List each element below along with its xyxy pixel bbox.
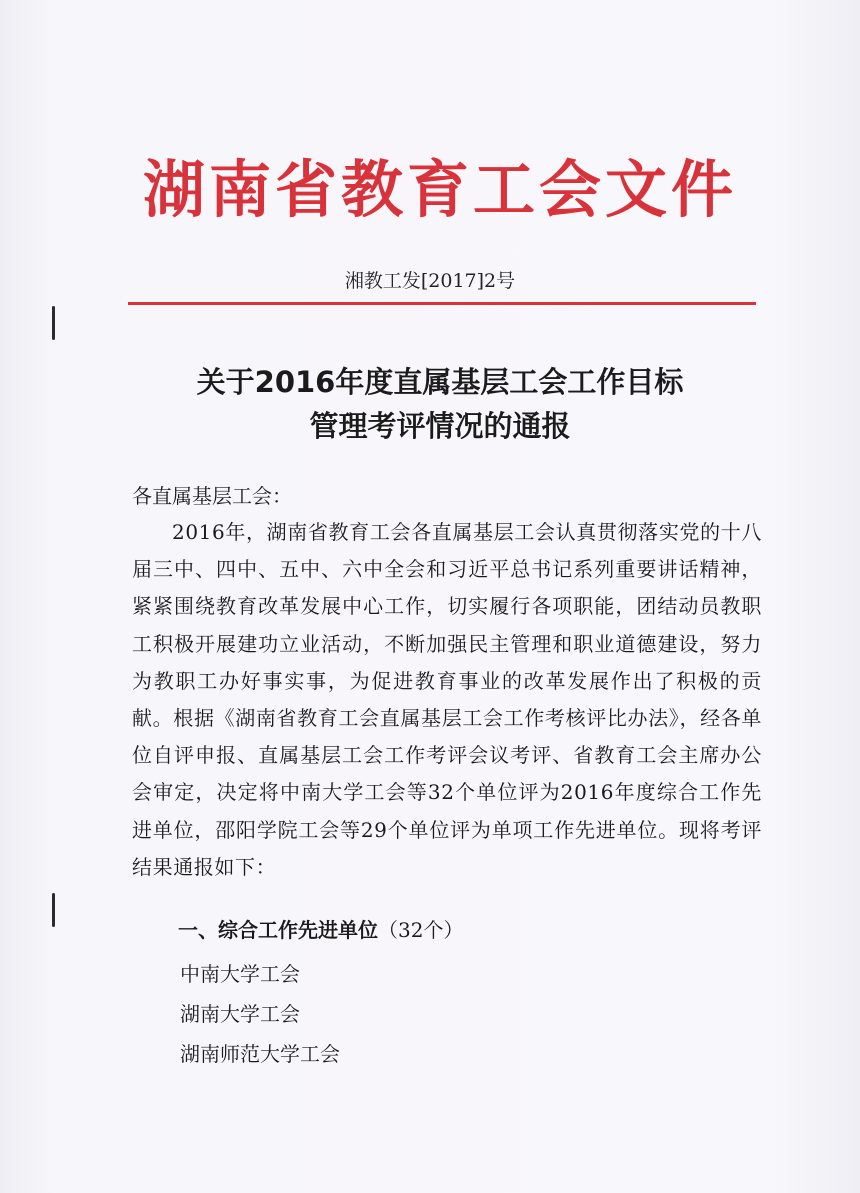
unit-list-item: 湖南师范大学工会 — [180, 1042, 340, 1066]
unit-list-item: 湖南大学工会 — [180, 1002, 300, 1026]
notice-title-line2: 管理考评情况的通报 — [309, 409, 571, 443]
section-heading-count: （32个） — [378, 918, 464, 942]
staple-mark — [52, 306, 55, 340]
letterhead-divider — [128, 302, 756, 305]
document-number: 湘教工发[2017]2号 — [344, 270, 516, 292]
salutation: 各直属基层工会： — [132, 484, 292, 508]
notice-title-line1: 关于2016年度直属基层工会工作目标 — [196, 365, 684, 399]
section-heading — [178, 914, 463, 943]
body-paragraph: 2016年，湖南省教育工会各直属基层工会认真贯彻落实党的十八届三中、四中、五中、六中全会和习近平总书记系列重要讲话精神，紧紧围绕教育改革发展中心工作，切实履行各项职能，团结动员教职工积极开展建功立业活动，不断加强民主管理和职业道德建设，努力为教职工办好事实事，为促进教育事业的改革发展作出了积极的贡献。根据《湖南省教育工会直属基层工会工作考核评比办法》，经各单位自评申报、直属基层工会工作考评会议考评、省教育工会主席办公会审定，决定将中南大学工会等32个单位评为2016年度综合工作先进单位，邵阳学院工会等29个单位评为单项工作先进单位。现将考评结果通报如下： — [132, 520, 762, 879]
section-heading-title: 一、综合工作先进单位 — [178, 918, 378, 942]
unit-list-item: 中南大学工会 — [180, 962, 300, 986]
letterhead-title: 湖南省教育工会文件 — [142, 153, 737, 226]
staple-mark — [52, 893, 55, 927]
